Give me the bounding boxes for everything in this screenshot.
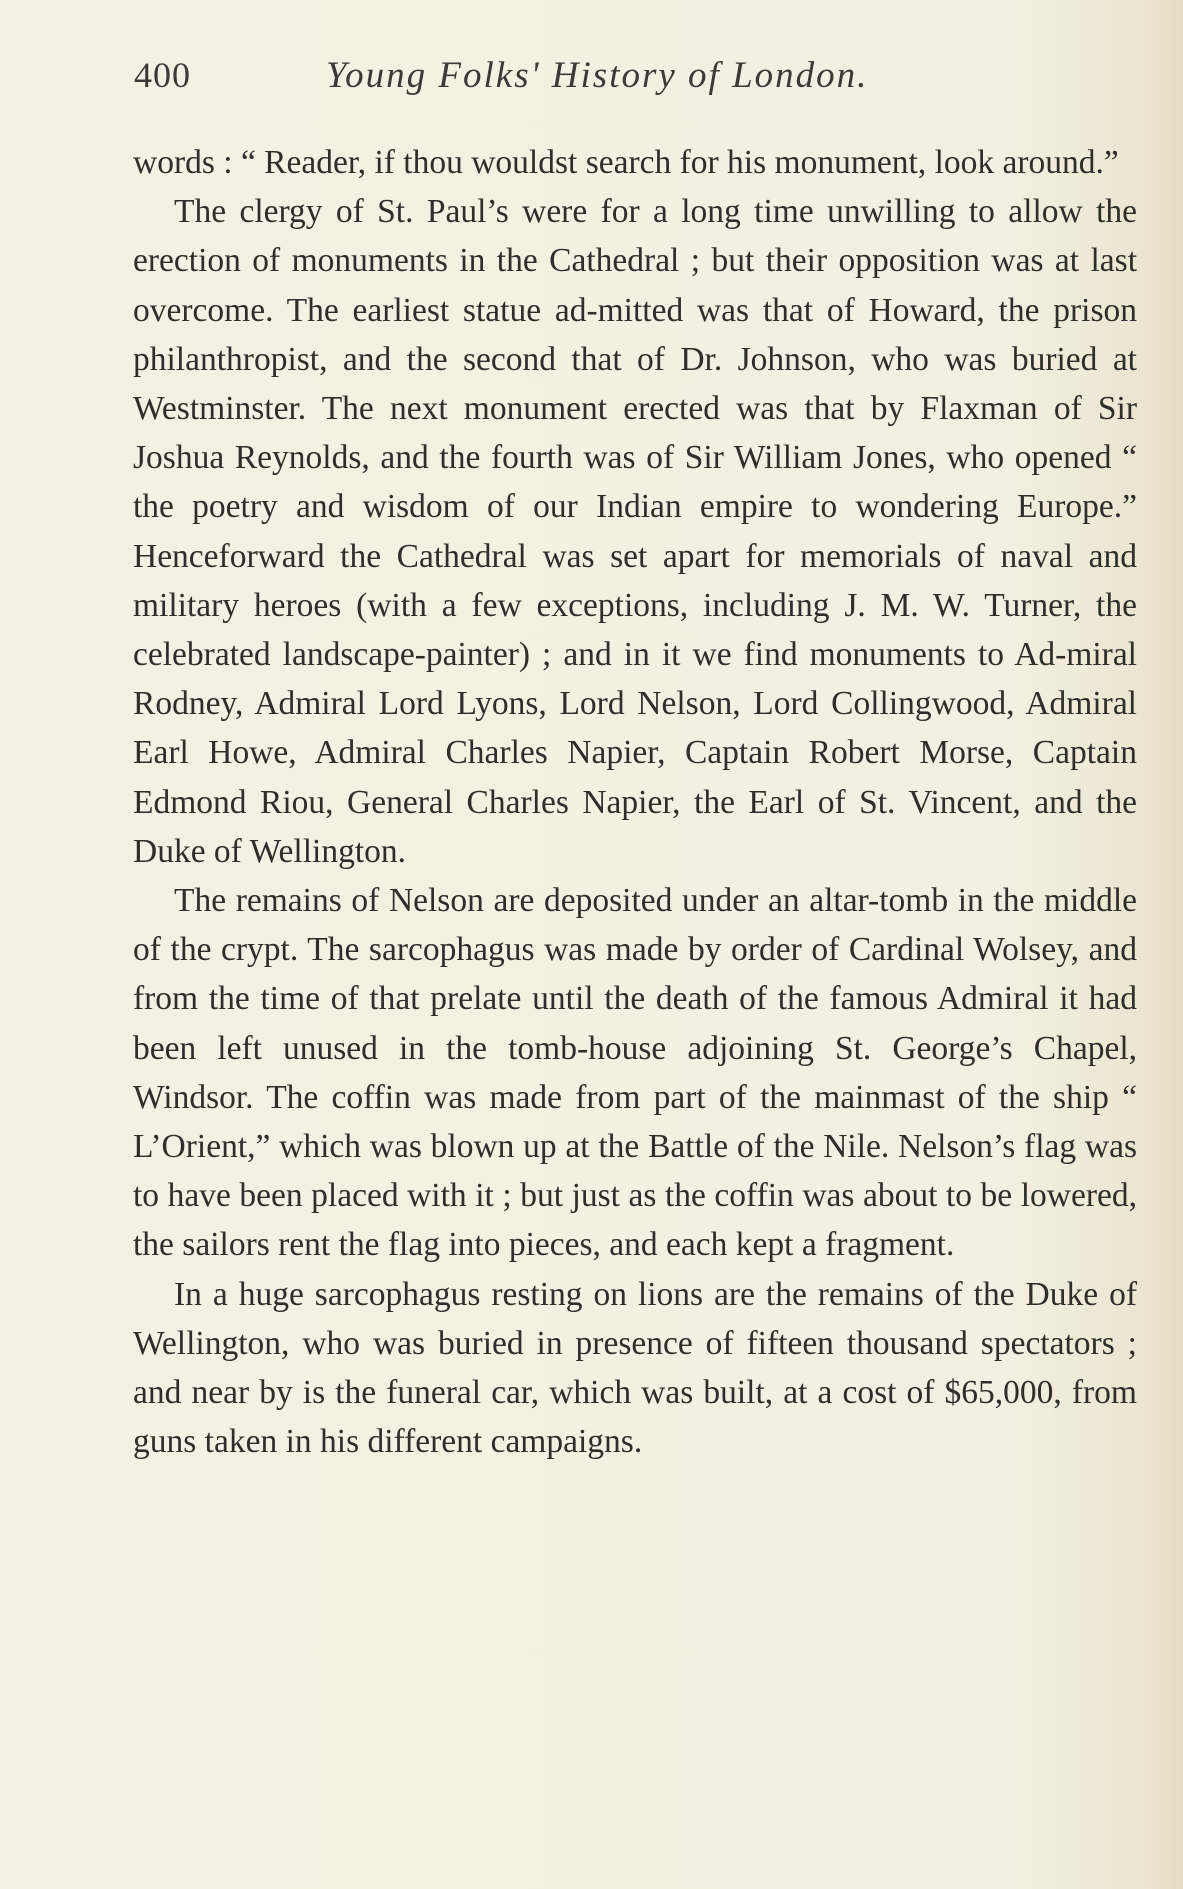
paragraph: The remains of Nelson are deposited under an altar-tomb in the middle of the crypt. The sarcophagus was made by order of Cardinal Wolsey, and from the time of that prelate until the death of the famous Admiral it had been left unused in the tomb-house adjoining St. George’s Chapel, Windsor. The coffin was made from part of the mainmast of the ship “ L’Orient,” which was blown up at the Battle of the Nile. Nelson’s flag was to have been placed with it ; but just as the coffin was about to be lowered, the sailors rent the flag into pieces, and each kept a fragment. bbox=[133, 882, 1137, 1264]
page-number: 400 bbox=[134, 55, 191, 95]
running-header bbox=[134, 54, 1134, 114]
body-text bbox=[133, 138, 1137, 1466]
paragraph: words : “ Reader, if thou wouldst search for his monument, look around.” bbox=[133, 144, 1119, 181]
paragraph: In a huge sarcophagus resting on lions are the remains of the Duke of Wellington, who was buried in presence of fifteen thousand spectators ; and near by is the funeral car, which was built, at a cost of $65,000, from guns taken in his different campaigns. bbox=[133, 1275, 1137, 1461]
running-title: Young Folks' History of London. bbox=[326, 55, 869, 96]
paragraph: The clergy of St. Paul’s were for a long time unwilling to allow the erection of monuments in the Cathedral ; but their opposition was at last overcome. The earliest statue ad-mitted was that of Howard, the prison philanthropist, and the second that of Dr. Johnson, who was buried at Westminster. The next monument erected was that by Flaxman of Sir Joshua Reynolds, and the fourth was of Sir William Jones, who opened “ the poetry and wisdom of our Indian empire to wondering Europe.” Henceforward the Cathedral was set apart for memorials of naval and military heroes (with a few exceptions, including J. M. W. Turner, the celebrated landscape-painter) ; and in it we find monuments to Ad-miral Rodney, Admiral Lord Lyons, Lord Nelson, Lord Collingwood, Admiral Earl Howe, Admiral Charles Napier, Captain Robert Morse, Captain Edmond Riou, General Charles Napier, the Earl of St. Vincent, and the Duke of Wellington. bbox=[133, 193, 1137, 870]
